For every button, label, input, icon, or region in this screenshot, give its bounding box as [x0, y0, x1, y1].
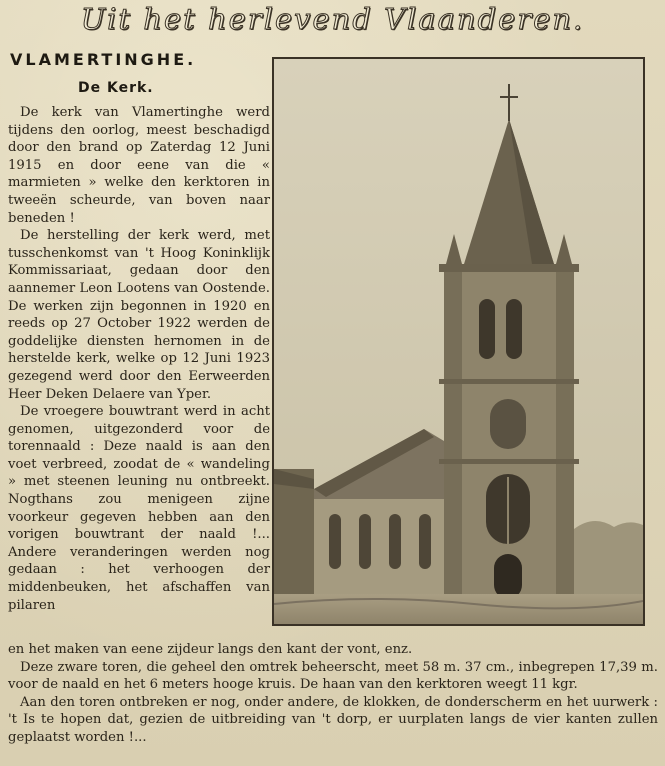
church-photo [272, 57, 645, 626]
paragraph-continuation: en het maken van eene zijdeur langs den kant der vont, enz. [8, 642, 413, 657]
paragraph-damage: De kerk van Vlamertinghe werd tijdens den oorlog, meest beschadigd door den brand op Zaterdag 12 Juni 1915 en door eene van die « marmieten » welke den kerktoren in tweeën scheurde, van boven naar beneden ! [8, 105, 270, 226]
paragraph-tower-missing: Aan den toren ontbreken er nog, onder andere, de klokken, de donderscherm en het uurwerk : 't Is te hopen dat, gezien de uitbreiding van 't dorp, er uurplaten langs de vier kanten zullen geplaatst worden !... [8, 694, 658, 745]
article-subheadline: De Kerk. [78, 80, 154, 96]
article-continuation [8, 641, 658, 747]
paragraph-tower-height: Deze zware toren, die geheel den omtrek beheerscht, meet 58 m. 37 cm., inbegrepen 17,39 m. voor de naald en het 6 meters hooge kruis. De haan van den kerktoren weegt 11 kgr. [8, 659, 658, 693]
article-headline: VLAMERTINGHE. [10, 50, 197, 69]
church-illustration [274, 59, 643, 624]
article-column [8, 104, 270, 614]
masthead-title: Uit het herlevend Vlaanderen. [80, 2, 585, 36]
paragraph-architecture: De vroegere bouwtrant werd in acht genomen, uitgezonderd voor de torennaald : Deze naald is aan den voet verbreed, zoodat de « wandeling » met steenen leuning nu ontbreekt. Nogthans zou menigeen zijne voorkeur gegeven hebben aan den vorigen bouwtrant der naald !... Andere veranderingen werden nog gedaan : het verhoogen der middenbeuken, het afschaffen van pilaren [8, 404, 270, 613]
paragraph-restoration: De herstelling der kerk werd, met tusschenkomst van 't Hoog Koninklijk Kommissariaat, gedaan door den aannemer Leon Lootens van Oostende. De werken zijn begonnen in 1920 en reeds op 27 October 1922 werden de goddelijke diensten hernomen in de herstelde kerk, welke op 12 Juni 1923 gezegend werd door den Eerweerden Heer Deken Delaere van Yper. [8, 228, 270, 402]
